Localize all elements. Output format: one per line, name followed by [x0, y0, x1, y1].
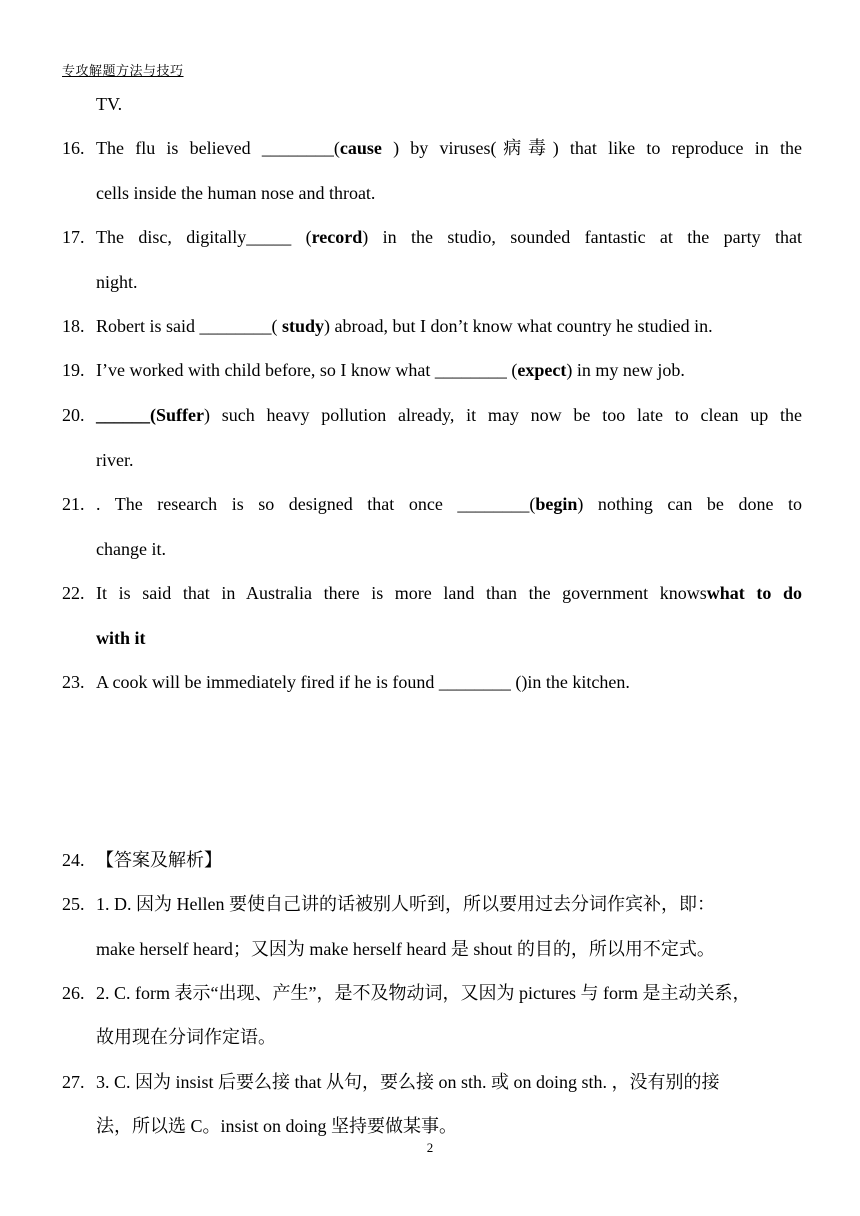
answer-2: 2. C. form 表示“出现、产生”，是不及物动词，又因为 pictures 与 form 是主动关系， — [96, 983, 751, 1003]
question-20: ______(Suffer) such heavy pollution already, it may now be too late to clean up the — [96, 405, 802, 425]
question-21: . The research is so designed that once ________(begin) nothing can be done to — [96, 494, 802, 514]
document-header: 专攻解题方法与技巧 — [62, 64, 184, 79]
answer-2-cont: 故用现在分词作定语。 — [96, 1027, 276, 1047]
answer-3-cont: 法，所以选 C。insist on doing 坚持要做某事。 — [96, 1116, 458, 1136]
answer-1: 1. D. 因为 Hellen 要使自己讲的话被别人听到，所以要用过去分词作宾补，即： — [96, 894, 715, 914]
item-number: 17. — [62, 227, 85, 247]
question-17-cont: night. — [96, 272, 138, 292]
item-number: 22. — [62, 583, 85, 603]
question-22-cont: with it — [96, 628, 146, 648]
page-number: 2 — [426, 1140, 434, 1155]
answer-1-cont: make herself heard；又因为 make herself heard 是 shout 的目的，所以用不定式。 — [96, 939, 715, 959]
question-16: The flu is believed ________(cause ) by viruses(病毒) that like to reproduce in the — [96, 138, 802, 158]
item-number: 23. — [62, 672, 85, 692]
item-number: 20. — [62, 405, 85, 425]
question-22: It is said that in Australia there is more land than the government knowswhat to do — [96, 583, 803, 603]
item-number: 25. — [62, 894, 85, 914]
question-19: I’ve worked with child before, so I know what ________ (expect) in my new job. — [96, 360, 685, 380]
answers-heading: 【答案及解析】 — [96, 850, 222, 870]
item-number: 26. — [62, 983, 85, 1003]
item-number: 19. — [62, 360, 85, 380]
question-20-cont: river. — [96, 450, 134, 470]
question-16-cont: cells inside the human nose and throat. — [96, 183, 376, 203]
item-number: 16. — [62, 138, 85, 158]
answer-3: 3. C. 因为 insist 后要么接 that 从句，要么接 on sth. 或 on doing sth. ，没有别的接 — [96, 1072, 720, 1092]
item-number: 18. — [62, 316, 85, 336]
item-number: 21. — [62, 494, 85, 514]
item-number: 27. — [62, 1072, 85, 1092]
item-number: 24. — [62, 850, 85, 870]
question-23: A cook will be immediately fired if he is found ________ ()in the kitchen. — [96, 672, 630, 692]
question-18: Robert is said ________( study) abroad, but I don’t know what country he studied in. — [96, 316, 713, 336]
question-21-cont: change it. — [96, 539, 166, 559]
continuation-line: TV. — [96, 94, 123, 114]
question-17: The disc, digitally_____ (record) in the studio, sounded fantastic at the party that — [96, 227, 803, 247]
